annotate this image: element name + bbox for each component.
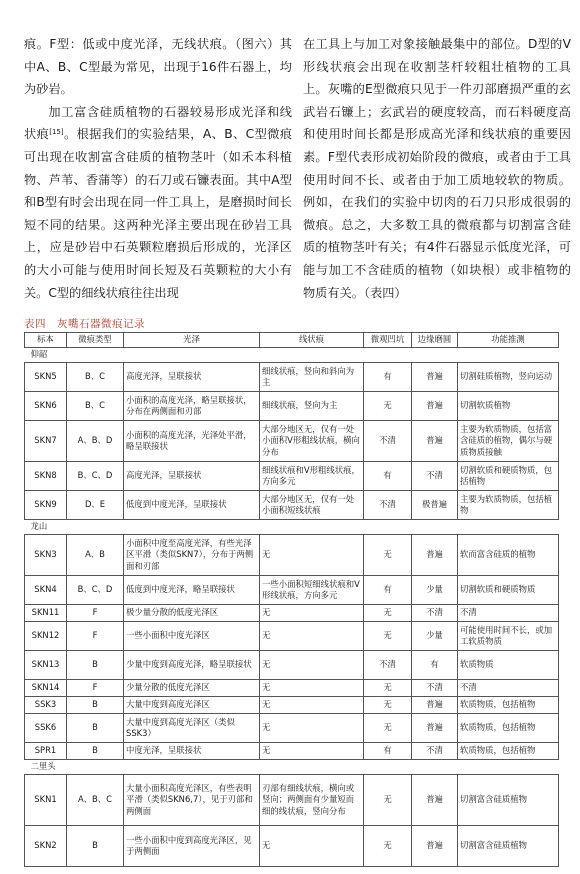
paragraph-text: 。根据我们的实验结果，A、B、C型微痕可出现在收割富含硅质的植物茎叶（如禾本科植物、芦苇、香蒲等）的石刀或石镰表面。其中A型和B型有时会出现在同一件工具上，是磨损时间长短不同的结果。这两种光泽主要出现在砂岩工具上，应是砂岩中石英颗粒磨损后形成的，光泽区的大小可能与使用时间长短及石英颗粒的大小有关。C型的细线状痕往往出现 — [24, 127, 293, 300]
table-row — [25, 421, 559, 462]
cell-micro-pits: 无 — [364, 535, 412, 576]
cell-edge-rounding: 普遍 — [412, 775, 458, 826]
group-label: 二里头 — [25, 760, 559, 775]
cell-polish: 高度光泽，呈联接状 — [124, 462, 260, 491]
cell-micro-pits: 无 — [364, 775, 412, 826]
cell-polish: 小面积的高度光泽，略呈联接状，分布在两侧面和刃部 — [124, 392, 260, 421]
cell-wear-type: F — [67, 622, 124, 651]
table-row — [25, 622, 559, 651]
cell-polish: 一些小面积中度到高度光泽区，见于两侧面 — [124, 826, 260, 867]
cell-micro-pits: 有 — [364, 363, 412, 392]
cell-striations: 无 — [260, 697, 364, 714]
cell-function: 软而富含硅质的植物 — [458, 535, 559, 576]
cell-micro-pits: 不清 — [364, 421, 412, 462]
cell-striations: 一些小面积短细线状痕和V形线状痕，方向多元 — [260, 576, 364, 605]
table-row — [25, 826, 559, 867]
cell-edge-rounding: 不清 — [412, 743, 458, 760]
cell-specimen: SKN5 — [25, 363, 67, 392]
cell-polish: 低度到中度光泽，略呈联接状 — [124, 576, 260, 605]
cell-function: 切割软质和硬质物质 — [458, 576, 559, 605]
cell-function: 切割软质植物 — [458, 392, 559, 421]
paragraph — [24, 101, 292, 304]
cell-edge-rounding: 普遍 — [412, 363, 458, 392]
cell-striations: 刃部有细线状痕，横向或竖向；两侧面有少量短而细的线状痕，竖向分布 — [260, 775, 364, 826]
cell-function: 切割硅质植物，竖向运动 — [458, 363, 559, 392]
cell-wear-type: B、C — [67, 363, 124, 392]
cell-function: 软质物质，包括植物 — [458, 743, 559, 760]
cell-wear-type: B — [67, 697, 124, 714]
table-caption: 表四 灰嘴石器微痕记录 — [24, 318, 145, 330]
cell-specimen: SKN14 — [25, 680, 67, 697]
cell-micro-pits: 无 — [364, 622, 412, 651]
cell-wear-type: B — [67, 651, 124, 680]
cell-edge-rounding: 不清 — [412, 680, 458, 697]
cell-striations: 无 — [260, 714, 364, 743]
cell-polish: 小面积的高度光泽，光泽处平滑，略呈联接状 — [124, 421, 260, 462]
cell-micro-pits: 不清 — [364, 651, 412, 680]
cell-function: 主要为软质物质，包括富含硅质的植物，偶尔与硬质物质接触 — [458, 421, 559, 462]
table-row — [25, 651, 559, 680]
table-row — [25, 743, 559, 760]
cell-edge-rounding: 有 — [412, 651, 458, 680]
cell-edge-rounding: 普遍 — [412, 421, 458, 462]
cell-wear-type: B — [67, 826, 124, 867]
cell-edge-rounding: 普遍 — [412, 826, 458, 867]
cell-wear-type: B、C、D — [67, 576, 124, 605]
cell-striations: 细线状痕和V形粗线状痕，方向多元 — [260, 462, 364, 491]
cell-polish: 小面积中度至高度光泽，有些光泽区平滑（类似SKN7），分布于两侧面和刃部 — [124, 535, 260, 576]
header-micro-pits: 微观凹坑 — [364, 333, 412, 348]
cell-wear-type: A、B — [67, 535, 124, 576]
header-polish: 光泽 — [124, 333, 260, 348]
table-group-row — [25, 348, 559, 363]
cell-specimen: SKN9 — [25, 491, 67, 520]
cell-specimen: SKN3 — [25, 535, 67, 576]
cell-micro-pits: 有 — [364, 576, 412, 605]
table-group-row — [25, 520, 559, 535]
cell-polish: 大量小面积高度光泽区，有些表明平滑（类似SKN6,7），见于刃部和两侧面 — [124, 775, 260, 826]
table-row — [25, 491, 559, 520]
cell-striations: 细线状痕，竖向为主 — [260, 392, 364, 421]
cell-micro-pits: 无 — [364, 714, 412, 743]
cell-edge-rounding: 普遍 — [412, 714, 458, 743]
cell-striations: 无 — [260, 651, 364, 680]
cell-specimen: SSK6 — [25, 714, 67, 743]
cell-micro-pits: 无 — [364, 697, 412, 714]
cell-specimen: SPR1 — [25, 743, 67, 760]
header-edge-rounding: 边缘磨圆 — [412, 333, 458, 348]
cell-function: 软质物质 — [458, 651, 559, 680]
cell-specimen: SSK3 — [25, 697, 67, 714]
table-row — [25, 605, 559, 622]
cell-edge-rounding: 普遍 — [412, 535, 458, 576]
cell-micro-pits: 无 — [364, 392, 412, 421]
table-row — [25, 697, 559, 714]
cell-specimen: SKN11 — [25, 605, 67, 622]
cell-polish: 大量中度到高度光泽区（类似SSK3） — [124, 714, 260, 743]
cell-polish: 少量中度到高度光泽，略呈联接状 — [124, 651, 260, 680]
table-row — [25, 680, 559, 697]
cell-polish: 大量中度到高度光泽区 — [124, 697, 260, 714]
cell-specimen: SKN4 — [25, 576, 67, 605]
cell-polish: 高度光泽，呈联接状 — [124, 363, 260, 392]
table-header-row — [25, 333, 559, 348]
cell-polish: 极少量分散的低度光泽区 — [124, 605, 260, 622]
cell-micro-pits: 无 — [364, 680, 412, 697]
group-label: 仰韶 — [25, 348, 559, 363]
cell-polish: 中度光泽，呈联接状 — [124, 743, 260, 760]
cell-wear-type: A、B、D — [67, 421, 124, 462]
cell-edge-rounding: 不清 — [412, 605, 458, 622]
cell-polish: 少量分散的低度光泽区 — [124, 680, 260, 697]
table-row — [25, 392, 559, 421]
paragraph: 痕。F型：低或中度光泽，无线状痕。（图六）其中A、B、C型最为常见，出现于16件石器上，均为砂岩。 — [24, 37, 292, 97]
cell-function: 切割软质和硬质物质，包括植物 — [458, 462, 559, 491]
header-specimen: 标本 — [25, 333, 67, 348]
cell-wear-type: B — [67, 743, 124, 760]
table-group-row — [25, 760, 559, 775]
cell-striations: 无 — [260, 826, 364, 867]
cell-striations: 细线状痕，竖向和斜向为主 — [260, 363, 364, 392]
table-row — [25, 535, 559, 576]
cell-polish: 一些小面积中度光泽区 — [124, 622, 260, 651]
table-row — [25, 714, 559, 743]
cell-striations: 无 — [260, 605, 364, 622]
cell-edge-rounding: 少量 — [412, 576, 458, 605]
paragraph-text: 加工富含硅质植物的石器较易形成光泽和线状痕 — [24, 104, 292, 142]
cell-function: 不清 — [458, 680, 559, 697]
cell-wear-type: B — [67, 714, 124, 743]
cell-wear-type: A、B、C — [67, 775, 124, 826]
cell-wear-type: D、E — [67, 491, 124, 520]
paragraph: 在工具上与加工对象接触最集中的部位。D型的V形线状痕会出现在收割茎杆较粗壮植物的工具上。灰嘴的E型微痕只见于一件刃部磨损严重的玄武岩石镰上；玄武岩的硬度较高，而石料硬度高和使用时间长都是形成高光泽和线状痕的重要因素。F型代表形成初始阶段的微痕，或者由于工具使用时间不长、或者由于加工质地较软的物质。例如，在我们的实验中切肉的石刀只形成很弱的微痕。总之，大多数工具的微痕都与切割富含硅质的植物茎叶有关；有4件石器显示低度光泽，可能与加工不含硅质的植物（如块根）或非植物的物质有关。（表四） — [303, 37, 571, 300]
cell-function: 可能使用时间不长，或加工软质物质 — [458, 622, 559, 651]
header-function: 功能推测 — [458, 333, 559, 348]
cell-striations: 大部分地区无，仅有一处小面积短线状痕 — [260, 491, 364, 520]
cell-micro-pits: 有 — [364, 462, 412, 491]
cell-function: 软质物质，包括植物 — [458, 697, 559, 714]
microwear-table — [24, 332, 558, 867]
cell-edge-rounding: 普遍 — [412, 392, 458, 421]
header-wear-type: 微痕类型 — [67, 333, 124, 348]
table-row — [25, 576, 559, 605]
cell-function: 主要为软质物质，包括植物 — [458, 491, 559, 520]
cell-striations: 无 — [260, 680, 364, 697]
cell-wear-type: B、C — [67, 392, 124, 421]
group-label: 龙山 — [25, 520, 559, 535]
cell-specimen: SKN1 — [25, 775, 67, 826]
cell-wear-type: F — [67, 680, 124, 697]
cell-micro-pits: 无 — [364, 826, 412, 867]
cell-edge-rounding: 不清 — [412, 462, 458, 491]
table-row — [25, 462, 559, 491]
cell-specimen: SKN12 — [25, 622, 67, 651]
cell-function: 切割富含硅质植物 — [458, 775, 559, 826]
table-row — [25, 775, 559, 826]
cell-micro-pits: 无 — [364, 605, 412, 622]
cell-polish: 低度到中度光泽，呈联接状 — [124, 491, 260, 520]
cell-specimen: SKN2 — [25, 826, 67, 867]
left-text-column — [24, 33, 292, 304]
right-text-column — [303, 33, 571, 304]
cell-striations: 无 — [260, 622, 364, 651]
cell-specimen: SKN6 — [25, 392, 67, 421]
cell-function: 不清 — [458, 605, 559, 622]
cell-specimen: SKN7 — [25, 421, 67, 462]
cell-wear-type: F — [67, 605, 124, 622]
cell-striations: 大部分地区无，仅有一处小面积V形粗线状痕，横向分布 — [260, 421, 364, 462]
cell-specimen: SKN13 — [25, 651, 67, 680]
cell-wear-type: B、C、D — [67, 462, 124, 491]
table-row — [25, 363, 559, 392]
cell-function: 切割富含硅质植物 — [458, 826, 559, 867]
table-body — [25, 348, 559, 867]
cell-striations: 无 — [260, 743, 364, 760]
header-striations: 线状痕 — [260, 333, 364, 348]
cell-micro-pits: 有 — [364, 743, 412, 760]
cell-striations: 无 — [260, 535, 364, 576]
cell-micro-pits: 不清 — [364, 491, 412, 520]
cell-edge-rounding: 极普遍 — [412, 491, 458, 520]
cell-edge-rounding: 少量 — [412, 622, 458, 651]
cell-edge-rounding: 普遍 — [412, 697, 458, 714]
cell-specimen: SKN8 — [25, 462, 67, 491]
cell-function: 软质物质，包括植物 — [458, 714, 559, 743]
citation-ref: [15] — [49, 128, 64, 137]
